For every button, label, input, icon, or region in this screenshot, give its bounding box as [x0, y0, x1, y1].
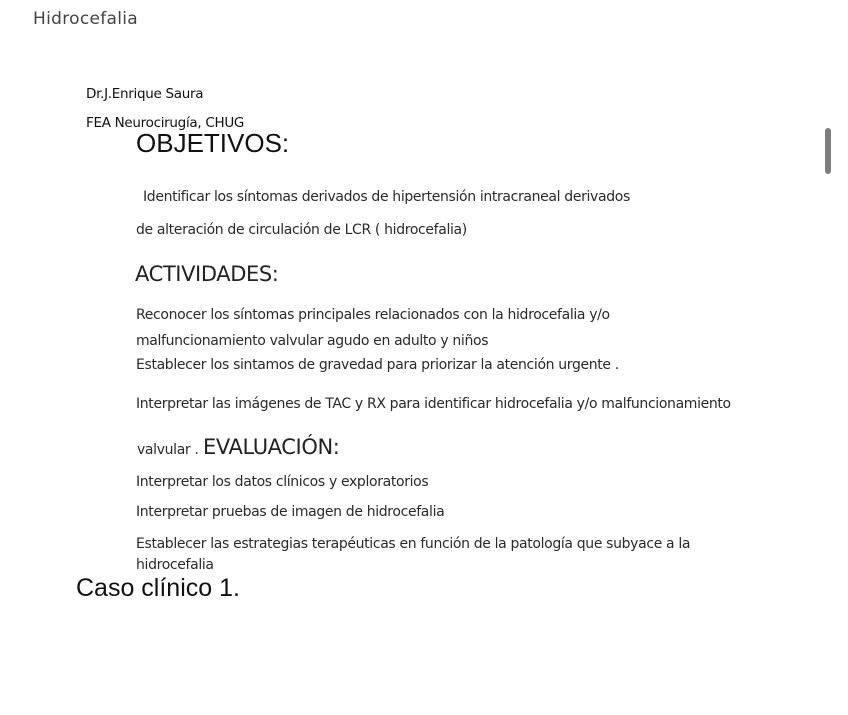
author-name: Dr.J.Enrique Saura [86, 86, 204, 102]
actividades-line-4: Interpretar las imágenes de TAC y RX para identificar hidrocefalia y/o malfuncionamiento [136, 396, 731, 412]
evaluacion-line-2: Interpretar pruebas de imagen de hidrocefalia [136, 504, 445, 520]
vertical-scrollbar[interactable] [825, 128, 831, 174]
objetivos-line-2: de alteración de circulación de LCR ( hidrocefalia) [136, 222, 467, 238]
evaluacion-heading: EVALUACIÓN: [203, 435, 340, 459]
actividades-line-3: Establecer los sintamos de gravedad para priorizar la atención urgente . [136, 357, 619, 373]
objetivos-heading: OBJETIVOS: [136, 128, 290, 158]
actividades-line-2: malfuncionamiento valvular agudo en adulto y niños [136, 333, 489, 349]
app-title: Hidrocefalia [33, 9, 138, 29]
actividades-line-1: Reconocer los síntomas principales relacionados con la hidrocefalia y/o [136, 307, 610, 323]
evaluacion-line-3: Establecer las estrategias terapéuticas en función de la patología que subyace a la [136, 536, 691, 552]
evaluacion-line-1: Interpretar los datos clínicos y exploratorios [136, 474, 429, 490]
author-position: FEA Neurocirugía, CHUG [86, 115, 245, 131]
evaluacion-line-4: hidrocefalia [136, 557, 214, 573]
valvular-evaluacion-line [137, 435, 339, 459]
actividades-line-5: valvular . [137, 442, 199, 458]
objetivos-line-1: Identificar los síntomas derivados de hipertensión intracraneal derivados [143, 189, 630, 205]
actividades-heading: ACTIVIDADES: [135, 262, 279, 286]
case-title: Caso clínico 1. [76, 574, 240, 602]
